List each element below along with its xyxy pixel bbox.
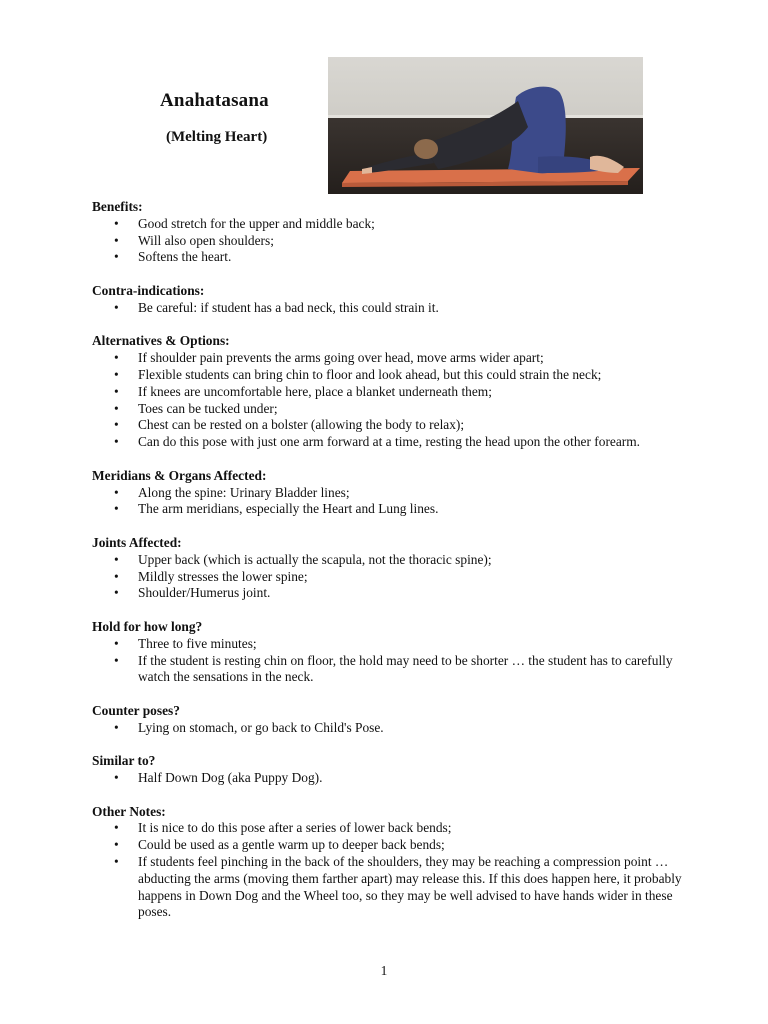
list-item: • Flexible students can bring chin to floor and look ahead, but this could strain the neck; xyxy=(92,367,692,384)
section-heading: Contra-indications: xyxy=(92,282,205,298)
section-heading: Benefits: xyxy=(92,199,143,214)
list-item: • Be careful: if student has a bad neck, this could strain it. xyxy=(92,300,692,317)
list-item: • Mildly stresses the lower spine; xyxy=(92,569,692,586)
list-item: • If students feel pinching in the back of the shoulders, they may be reaching a compression point … abducting the arms (moving them farther apart) may release this. If this does happen here, it probably happens in Down Dog and the Wheel too, so they may be well advised to have hands wider in these poses. xyxy=(92,854,692,921)
section-joints xyxy=(92,535,692,602)
section-contra-indications xyxy=(92,283,692,317)
list-item: • Can do this pose with just one arm forward at a time, resting the head upon the other forearm. xyxy=(92,434,692,451)
list-item: • Lying on stomach, or go back to Child's Pose. xyxy=(92,720,692,737)
page-subtitle: (Melting Heart) xyxy=(166,129,268,145)
list-item: • Shoulder/Humerus joint. xyxy=(92,585,692,602)
list-item: • If shoulder pain prevents the arms going over head, move arms wider apart; xyxy=(92,350,692,367)
list-item: • Toes can be tucked under; xyxy=(92,401,692,418)
pose-photo xyxy=(328,57,643,194)
section-heading: Alternatives & Options: xyxy=(92,333,230,349)
page-number: 1 xyxy=(380,963,388,978)
section-benefits xyxy=(92,199,692,266)
section-heading: Meridians & Organs Affected: xyxy=(92,467,267,483)
list-item: • If the student is resting chin on floor, the hold may need to be shorter … the student has to carefully watch the sensations in the neck. xyxy=(92,653,692,687)
pose-notes xyxy=(92,199,692,938)
section-heading: Similar to? xyxy=(92,753,156,769)
list-item: • Three to five minutes; xyxy=(92,636,692,653)
bullet-list xyxy=(92,485,692,519)
page-title: Anahatasana xyxy=(160,90,269,111)
section-heading: Joints Affected: xyxy=(92,534,182,550)
section-heading: Other Notes: xyxy=(92,803,166,819)
list-item: • Good stretch for the upper and middle back; xyxy=(92,216,692,233)
section-similar xyxy=(92,753,692,787)
bullet-list xyxy=(92,300,692,317)
section-meridians xyxy=(92,468,692,518)
list-item: • Could be used as a gentle warm up to deeper back bends; xyxy=(92,837,692,854)
list-item: • Upper back (which is actually the scapula, not the thoracic spine); xyxy=(92,552,692,569)
list-item: • Softens the heart. xyxy=(92,249,692,266)
bullet-list xyxy=(92,350,692,451)
bullet-list xyxy=(92,552,692,602)
bullet-list xyxy=(92,820,692,921)
list-item: • Along the spine: Urinary Bladder lines; xyxy=(92,485,692,502)
section-alternatives xyxy=(92,333,692,451)
bullet-list xyxy=(92,636,692,686)
list-item: • It is nice to do this pose after a series of lower back bends; xyxy=(92,820,692,837)
section-heading: Counter poses? xyxy=(92,702,180,718)
list-item: • Chest can be rested on a bolster (allowing the body to relax); xyxy=(92,417,692,434)
section-other-notes xyxy=(92,804,692,922)
list-item: • If knees are uncomfortable here, place a blanket underneath them; xyxy=(92,384,692,401)
section-heading: Hold for how long? xyxy=(92,618,203,634)
list-item: • Will also open shoulders; xyxy=(92,233,692,250)
section-hold xyxy=(92,619,692,686)
bullet-list xyxy=(92,216,692,266)
list-item: • The arm meridians, especially the Heart and Lung lines. xyxy=(92,501,692,518)
list-item: • Half Down Dog (aka Puppy Dog). xyxy=(92,770,692,787)
bullet-list xyxy=(92,720,692,737)
bullet-list xyxy=(92,770,692,787)
section-counter-poses xyxy=(92,703,692,737)
